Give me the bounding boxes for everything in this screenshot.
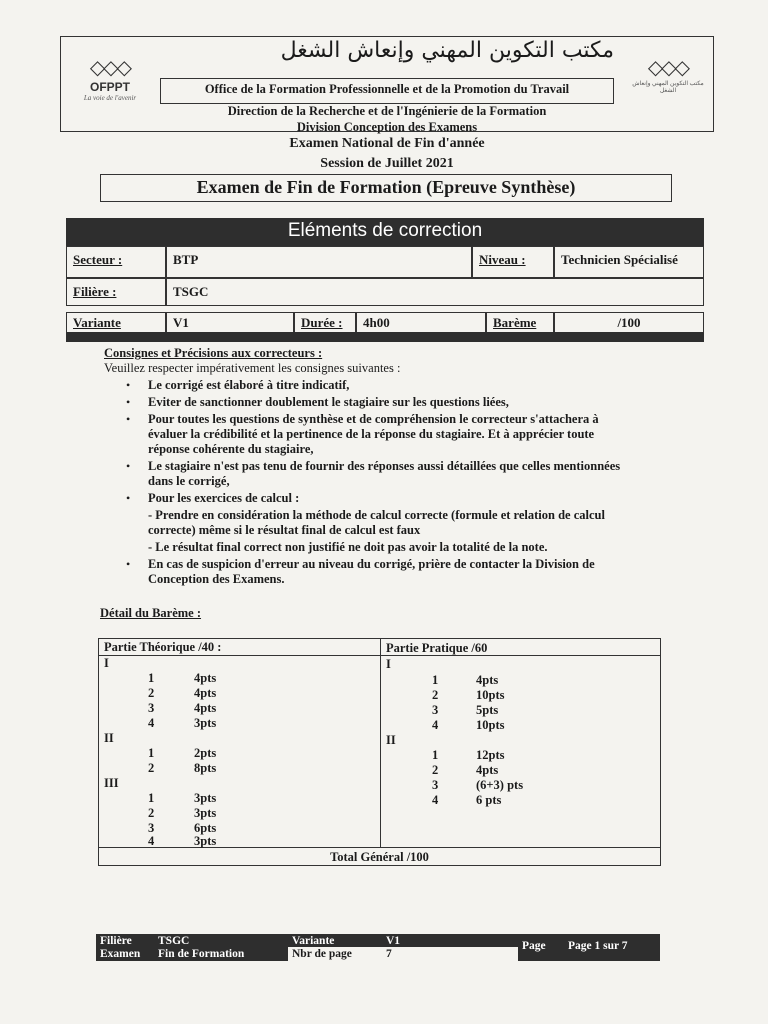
footer-variante-value-cell <box>382 934 518 947</box>
niveau-label: Niveau : <box>479 252 526 267</box>
bareme-total: Total Général /100 <box>330 850 429 864</box>
footer-nbr-value: 7 <box>386 948 392 960</box>
bareme-value-cell <box>554 312 704 334</box>
ofppt-logo <box>70 55 150 102</box>
question-number: 2 <box>148 806 155 820</box>
question-points: 4pts <box>194 671 217 685</box>
footer-variante-label: Variante <box>292 935 335 947</box>
consigne-item: évaluer la crédibilité et la pertinence de la réponse du stagiaire. Et à apprécier toute <box>148 427 595 441</box>
bareme-label: Barème <box>493 315 537 330</box>
org-division: Division Conception des Examens <box>296 120 478 134</box>
question-points: 4pts <box>476 763 499 777</box>
divider-bar <box>66 332 704 342</box>
variante-value: V1 <box>173 315 189 330</box>
consigne-item: Conception des Examens. <box>148 572 285 586</box>
variante-label-cell <box>66 312 166 334</box>
pratique-part: II <box>386 733 396 747</box>
ofppt-logo-arabic <box>628 55 708 94</box>
niveau-value-cell <box>554 246 704 278</box>
bullet-icon: • <box>126 557 131 571</box>
bareme-value: /100 <box>617 315 641 330</box>
question-number: 3 <box>432 703 439 717</box>
bullet-icon: • <box>126 491 131 505</box>
footer-filiere-label-cell <box>96 934 154 947</box>
question-points: 5pts <box>476 703 499 717</box>
bareme-title: Détail du Barème : <box>100 606 202 620</box>
question-points: 10pts <box>476 688 505 702</box>
question-number: 2 <box>432 688 439 702</box>
question-points: (6+3) pts <box>476 778 524 792</box>
logo-arabic-text: مكتب التكوين المهني وإنعاش الشغل <box>632 81 704 94</box>
filiere-label-cell <box>66 278 166 306</box>
filiere-value: TSGC <box>173 284 209 299</box>
org-direction: Direction de la Recherche et de l'Ingénierie de la Formation <box>227 104 547 118</box>
logo-text: OFPPT <box>89 80 130 94</box>
question-number: 4 <box>148 834 155 848</box>
footer-nbr-label: Nbr de page <box>292 948 352 960</box>
consignes-title: Consignes et Précisions aux correcteurs : <box>104 346 323 360</box>
bullet-icon: • <box>126 459 131 473</box>
bareme-label-cell <box>486 312 554 334</box>
footer-examen-label-cell <box>96 947 154 961</box>
secteur-value-cell <box>166 246 472 278</box>
exam-national: Examen National de Fin d'année <box>289 136 485 151</box>
logo-tagline: La voie de l'avenir <box>83 94 137 102</box>
question-points: 2pts <box>194 746 217 760</box>
theorique-part: II <box>104 731 114 745</box>
footer-filiere-label: Filière <box>100 935 132 947</box>
consigne-item: Le corrigé est élaboré à titre indicatif, <box>148 378 350 392</box>
question-points: 3pts <box>194 806 217 820</box>
question-number: 1 <box>432 673 439 687</box>
question-number: 4 <box>432 793 439 807</box>
question-number: 2 <box>148 761 155 775</box>
bullet-icon: • <box>126 378 131 392</box>
question-number: 4 <box>432 718 439 732</box>
ofppt-logo-icon-right: ◇◇◇ <box>647 57 689 79</box>
niveau-label-cell <box>472 246 554 278</box>
consigne-item: Eviter de sanctionner doublement le stagiaire sur les questions liées, <box>148 395 509 409</box>
question-points: 3pts <box>194 716 217 730</box>
footer-page-label: Page <box>522 940 546 952</box>
question-number: 1 <box>148 671 155 685</box>
footer-examen-value: Fin de Formation <box>158 948 245 960</box>
footer-page-label-cell <box>518 934 564 961</box>
question-number: 3 <box>148 821 155 835</box>
duree-label: Durée : <box>301 315 343 330</box>
question-points: 6 pts <box>476 793 502 807</box>
bareme-col-divider <box>380 638 381 848</box>
question-number: 4 <box>148 716 155 730</box>
bullet-icon: • <box>126 395 131 409</box>
secteur-label: Secteur : <box>73 252 123 267</box>
question-points: 3pts <box>194 791 217 805</box>
question-number: 1 <box>148 746 155 760</box>
secteur-label-cell <box>66 246 166 278</box>
exam-session: Session de Juillet 2021 <box>320 156 454 171</box>
footer-variante-label-cell <box>288 934 382 947</box>
footer-examen-label: Examen <box>100 948 141 960</box>
question-points: 4pts <box>476 673 499 687</box>
footer-page-value: Page 1 sur 7 <box>568 940 628 952</box>
consigne-item: - Le résultat final correct non justifié ne doit pas avoir la totalité de la note. <box>148 540 548 554</box>
question-number: 1 <box>432 748 439 762</box>
consigne-item: dans le corrigé, <box>148 474 230 488</box>
bareme-total-divider <box>98 847 661 848</box>
filiere-value-cell <box>166 278 704 306</box>
duree-value: 4h00 <box>363 315 390 330</box>
question-number: 2 <box>148 686 155 700</box>
question-number: 3 <box>148 701 155 715</box>
theorique-header: Partie Théorique /40 : <box>104 640 222 654</box>
footer-nbr-value-cell <box>382 947 518 961</box>
question-points: 8pts <box>194 761 217 775</box>
consigne-item: En cas de suspicion d'erreur au niveau du corrigé, prière de contacter la Division de <box>148 557 595 571</box>
footer-filiere-value-cell <box>154 934 288 947</box>
theorique-part: III <box>104 776 119 790</box>
duree-label-cell <box>294 312 356 334</box>
banner-title: Eléments de correction <box>287 220 483 241</box>
theorique-part: I <box>104 656 109 670</box>
consigne-item: correcte) même si le résultat final de calcul est faux <box>148 523 421 537</box>
consigne-item: Le stagiaire n'est pas tenu de fournir des réponses aussi détaillées que celles mentionnées <box>148 459 621 473</box>
consigne-item: Pour les exercices de calcul : <box>148 491 300 505</box>
org-name: Office de la Formation Professionnelle et de la Promotion du Travail <box>204 82 570 96</box>
niveau-value: Technicien Spécialisé <box>561 252 678 267</box>
consignes-intro: Veuillez respecter impérativement les consignes suivantes : <box>104 361 401 375</box>
filiere-label: Filière : <box>73 284 117 299</box>
question-points: 4pts <box>194 686 217 700</box>
org-arabic-title: مكتب التكوين المهني وإنعاش الشغل <box>280 38 614 63</box>
question-number: 1 <box>148 791 155 805</box>
variante-value-cell <box>166 312 294 334</box>
question-points: 4pts <box>194 701 217 715</box>
pratique-part: I <box>386 657 391 671</box>
footer-variante-value: V1 <box>386 935 401 947</box>
consigne-item: - Prendre en considération la méthode de calcul correcte (formule et relation de calcul <box>148 508 605 522</box>
bareme-header-divider <box>98 655 661 656</box>
footer-examen-value-cell <box>154 947 288 961</box>
consigne-item: Pour toutes les questions de synthèse et de compréhension le correcteur s'attachera à <box>148 412 599 426</box>
question-points: 3pts <box>194 834 217 848</box>
question-number: 2 <box>432 763 439 777</box>
pratique-header: Partie Pratique /60 <box>386 641 488 655</box>
bullet-icon: • <box>126 412 131 426</box>
question-points: 6pts <box>194 821 217 835</box>
secteur-value: BTP <box>173 252 199 267</box>
consigne-item: réponse cohérente du stagiaire, <box>148 442 314 456</box>
variante-label: Variante <box>73 315 121 330</box>
footer-nbr-label-cell <box>288 947 382 961</box>
question-points: 10pts <box>476 718 505 732</box>
exam-title: Examen de Fin de Formation (Epreuve Synthèse) <box>196 177 576 197</box>
footer-filiere-value: TSGC <box>158 935 190 947</box>
question-number: 3 <box>432 778 439 792</box>
duree-value-cell <box>356 312 486 334</box>
ofppt-logo-icon: ◇◇◇ <box>89 57 131 79</box>
footer-page-value-cell <box>564 934 660 961</box>
question-points: 12pts <box>476 748 505 762</box>
